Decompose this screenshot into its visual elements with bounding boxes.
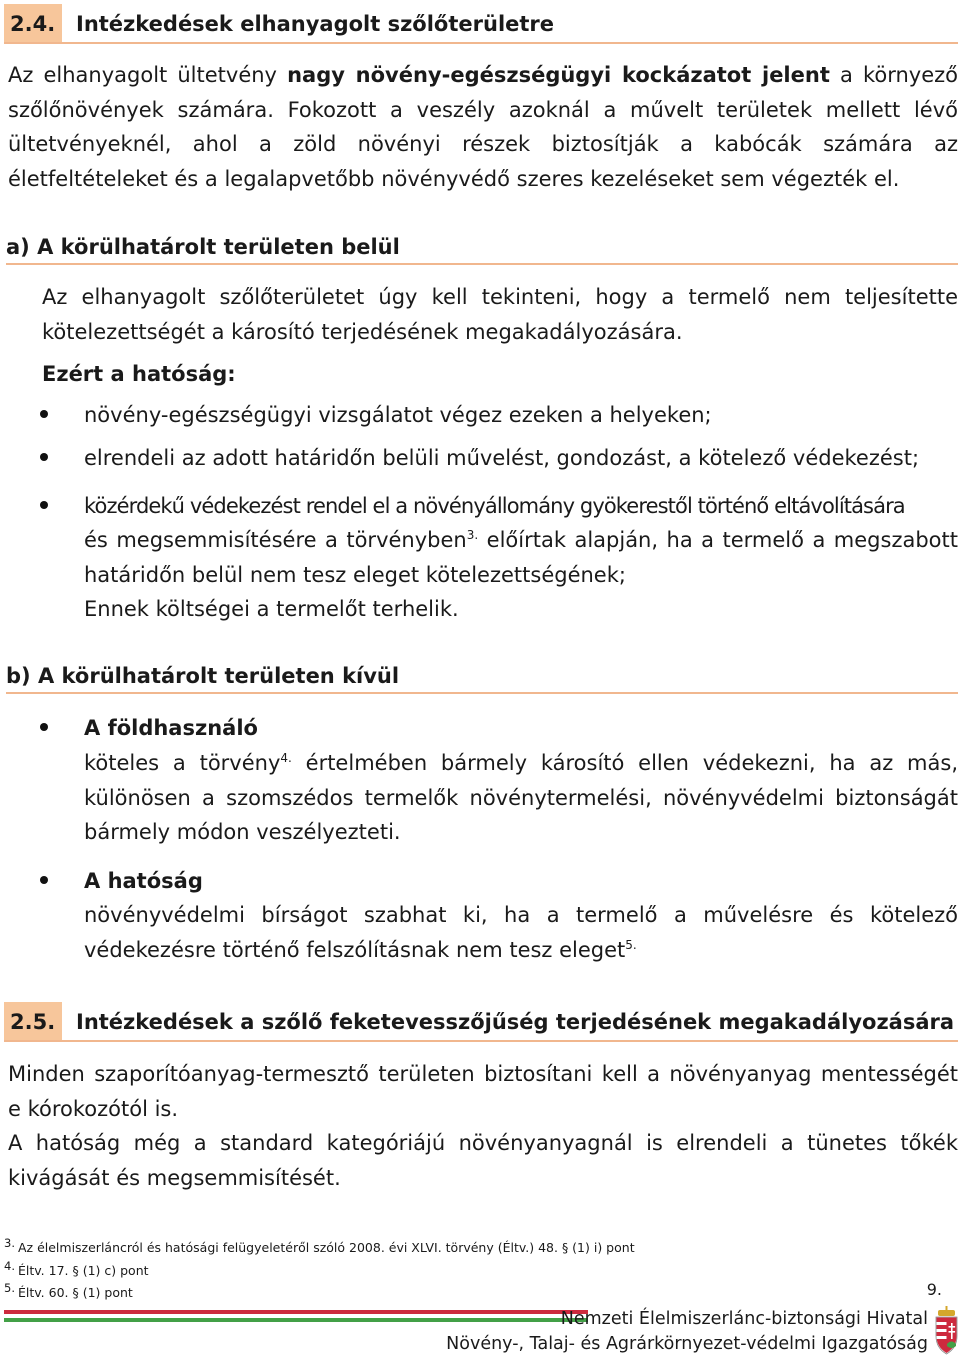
bullet-icon — [40, 501, 48, 509]
bullet-b-2-title: A hatóság — [84, 869, 203, 893]
bullet-icon — [40, 723, 48, 731]
section-2-5-number: 2.5. — [4, 1002, 62, 1040]
bullet-icon — [40, 876, 48, 884]
intro-text-bold: nagy növény-egészségügyi kockázatot jelent — [287, 63, 830, 87]
footer-agency-name: Nemzeti Élelmiszerlánc-biztonsági Hivatal — [560, 1309, 928, 1329]
footnote-ref-5: 5. — [625, 937, 637, 952]
bullet-icon — [40, 453, 48, 461]
footnote-4-text: Éltv. 17. § (1) c) pont — [17, 1263, 149, 1278]
intro-text-start: Az elhanyagolt ültetvény — [8, 63, 288, 87]
subsection-a-title: a) A körülhatárolt területen belül — [6, 231, 958, 265]
page-number: 9. — [926, 1280, 942, 1299]
footnote-ref-4: 4. — [280, 751, 292, 765]
footnote-4-number: 4. — [4, 1258, 15, 1273]
section-2-4-number: 2.4. — [4, 4, 62, 42]
section-2-5-title: Intézkedések a szőlő feketevesszőjűség terjedésének megakadályozására — [76, 1010, 955, 1034]
bullet-a-3-text-start: és megsemmisítésére a törvényben — [84, 528, 467, 552]
footnote-3-text: Az élelmiszerláncról és hatósági felügyeletéről szóló 2008. évi XLVI. törvény (Éltv.) 48. § (1) i) pont — [17, 1240, 635, 1255]
footnote-5-text: Éltv. 60. § (1) pont — [17, 1285, 133, 1300]
footnote-5 — [4, 1280, 133, 1301]
bullet-a-3-cost: Ennek költségei a termelőt terhelik. — [84, 597, 459, 621]
bullet-b-1-title: A földhasználó — [84, 716, 258, 740]
section-2-5-header — [4, 1002, 958, 1042]
bullet-icon — [40, 410, 48, 418]
footnote-ref-3: 3. — [466, 528, 479, 542]
bullet-b-2-body — [84, 898, 958, 967]
section-2-5-paragraph-1: Minden szaporítóanyag-termesztő területen biztosítani kell a növényanyag mentességét e kórokozótól is. — [8, 1062, 958, 1121]
section-2-4-header — [4, 4, 958, 44]
footnote-3 — [4, 1235, 635, 1256]
bullet-b-2-text: növényvédelmi bírságot szabhat ki, ha a termelő a művelésre és kötelező védekezésre történő felszólításnak nem tesz eleget — [84, 903, 958, 962]
footer-directorate-name: Növény-, Talaj- és Agrárkörnyezet-védelmi Igazgatóság — [446, 1334, 928, 1354]
bullet-b-1-text-end: értelmében bármely károsító ellen védekezni, ha az más, különösen a szomszédos termelők növénytermelési, növényvédelmi biztonságát bármely módon veszélyezteti. — [84, 751, 958, 845]
hungarian-coat-of-arms-icon — [933, 1306, 960, 1356]
bullet-a-3-text-end: előírtak alapján, ha a termelő a megszabott határidőn belül nem tesz eleget kötelezettségének; — [84, 528, 958, 587]
subsection-b-title: b) A körülhatárolt területen kívül — [6, 660, 958, 694]
section-2-5-paragraph-2: A hatóság még a standard kategóriájú növényanyagnál is elrendeli a tünetes tőkék kivágását és megsemmisítését. — [8, 1131, 958, 1190]
bullet-a-3-body — [84, 523, 958, 592]
bullet-a-2: elrendeli az adott határidőn belüli művelést, gondozást, a kötelező védekezést; — [84, 446, 920, 470]
footnote-5-number: 5. — [4, 1280, 15, 1295]
bullet-b-1-text-start: köteles a törvény — [84, 751, 281, 775]
flag-stripe-green — [4, 1318, 588, 1322]
subsection-a-paragraph: Az elhanyagolt szőlőterületet úgy kell tekinteni, hogy a termelő nem teljesítette kötelezettségét a károsító terjedésének megakadályozására. — [42, 285, 958, 344]
subsection-a-lead: Ezért a hatóság: — [42, 362, 236, 386]
bullet-b-1-body — [84, 746, 958, 850]
intro-text-end: a környező szőlőnövények számára. Fokozott a veszély azoknál a művelt területek mellett lévő ültetvényeknél, ahol a zöld növényi részek biztosítják a kabócák számára az életfeltételeket és a legalapvetőbb növényvédő szeres kezeléseket sem végezték el. — [8, 63, 958, 191]
footnote-4 — [4, 1258, 149, 1279]
bullet-a-1: növény-egészségügyi vizsgálatot végez ezeken a helyeken; — [84, 403, 712, 427]
section-2-4-title: Intézkedések elhanyagolt szőlőterületre — [76, 12, 555, 36]
bullet-a-3-line1: közérdekű védekezést rendel el a növényállomány gyökerestől történő eltávolítására — [84, 494, 905, 518]
footnote-3-number: 3. — [4, 1235, 15, 1250]
section-2-4-intro — [8, 58, 958, 196]
